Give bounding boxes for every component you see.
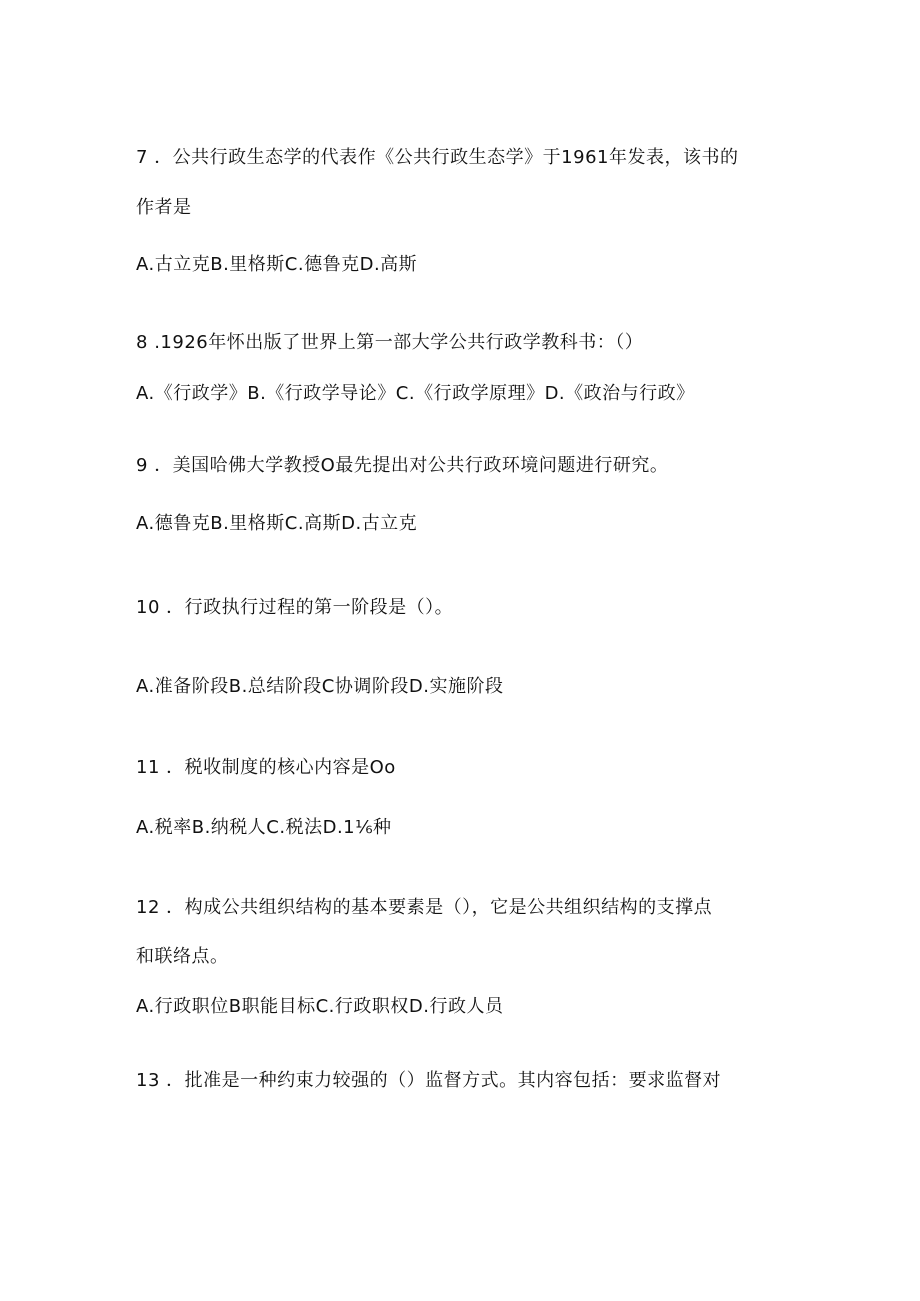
question-13-text: ．批准是一种约束力较强的（）监督方式。其内容包括：要求监督对 (166, 1070, 722, 1091)
question-9-number: 9 (136, 455, 148, 476)
question-9-options: A.德鲁克B.里格斯C.高斯D.古立克 (136, 513, 418, 534)
question-7-line-1 (136, 146, 786, 170)
question-12-line-1 (136, 896, 786, 920)
question-12-text: ．构成公共组织结构的基本要素是（），它是公共组织结构的支撑点 (166, 897, 713, 918)
question-7-text: ．公共行政生态学的代表作《公共行政生态学》于1961年发表，该书的 (154, 147, 739, 168)
question-11-line-1 (136, 756, 786, 780)
question-11-text: ．税收制度的核心内容是Oo (166, 757, 396, 778)
question-7-line-2: 作者是 (136, 197, 192, 218)
question-10-options: A.准备阶段B.总结阶段C协调阶段D.实施阶段 (136, 676, 504, 697)
question-7-number: 7 (136, 147, 148, 168)
question-9-text: ．美国哈佛大学教授O最先提出对公共行政环境问题进行研究。 (154, 455, 669, 476)
question-8-options: A.《行政学》B.《行政学导论》C.《行政学原理》D.《政治与行政》 (136, 383, 695, 404)
question-12-options: A.行政职位B职能目标C.行政职权D.行政人员 (136, 996, 504, 1017)
question-13-line-1 (136, 1069, 786, 1093)
question-13-number: 13 (136, 1070, 160, 1091)
question-8-line-1 (136, 331, 786, 355)
question-11-number: 11 (136, 757, 160, 778)
question-12-number: 12 (136, 897, 160, 918)
question-12-line-2: 和联络点。 (136, 946, 229, 967)
question-10-number: 10 (136, 597, 160, 618)
question-10-text: ．行政执行过程的第一阶段是（）。 (166, 597, 454, 618)
question-8-text: .1926年怀出版了世界上第一部大学公共行政学教科书：（） (154, 332, 644, 353)
question-8-number: 8 (136, 332, 148, 353)
question-9-line-1 (136, 454, 786, 478)
question-10-line-1 (136, 596, 786, 620)
question-11-options: A.税率B.纳税人C.税法D.1⅙种 (136, 817, 392, 838)
question-7-options: A.古立克B.里格斯C.德鲁克D.高斯 (136, 254, 418, 275)
